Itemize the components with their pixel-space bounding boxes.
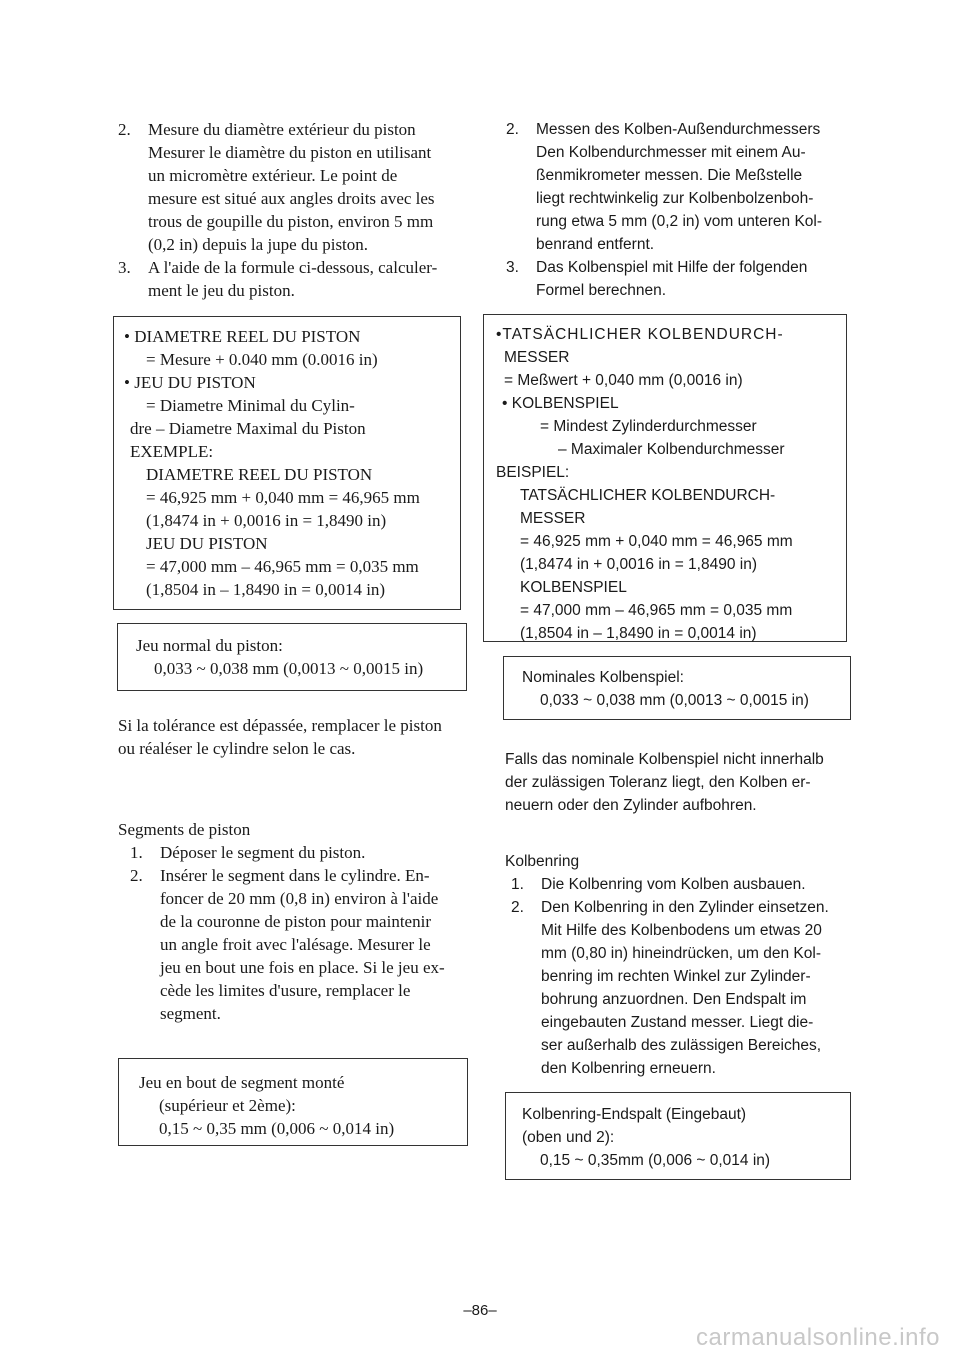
fr-ring-step-text: segment. — [160, 1004, 221, 1023]
fr-column — [118, 118, 463, 302]
de-tolerance-text — [505, 748, 855, 817]
page-number: –86– — [463, 1302, 497, 1319]
fr-ring-step-1 — [130, 841, 468, 864]
de-formula-line: BEISPIEL: — [496, 464, 570, 481]
fr-formula-line: (1,8504 in – 1,8490 in = 0,0014 in) — [146, 580, 386, 599]
de-ring-step-text: mm (0,80 in) hineindrücken, um den Kol- — [541, 945, 821, 962]
fr-clearance-box — [117, 623, 467, 691]
de-formula-line: = Meßwert + 0,040 mm (0,0016 in) — [504, 372, 743, 389]
de-formula-line: •TATSÄCHLICHER KOLBENDURCH- — [496, 326, 784, 343]
de-formula-line: = 47,000 mm – 46,965 mm = 0,035 mm — [520, 602, 793, 619]
de-ring-step-text: benring im rechten Winkel zur Zylinder- — [541, 968, 811, 985]
de-ring-gap-label: Kolbenring-Endspalt (Eingebaut) — [522, 1106, 747, 1123]
de-step-number: 3. — [506, 259, 519, 276]
de-step-title: Messen des Kolben-Außendurchmessers — [536, 121, 821, 138]
de-ring-step-text: Die Kolbenring vom Kolben ausbauen. — [541, 876, 806, 893]
fr-clearance-label: Jeu normal du piston: — [136, 636, 283, 655]
de-clearance-box — [503, 656, 851, 720]
de-step-number: 2. — [506, 121, 519, 138]
fr-step-number: 2. — [118, 120, 131, 139]
de-ring-gap-box — [505, 1092, 851, 1180]
de-formula-box — [483, 314, 847, 642]
de-formula-line: KOLBENSPIEL — [520, 579, 627, 596]
fr-formula-line: dre – Diametre Maximal du Piston — [130, 419, 366, 438]
fr-step-number: 3. — [118, 258, 131, 277]
fr-rings-section — [118, 818, 468, 1025]
fr-step-text: un micromètre extérieur. Le point de — [148, 166, 398, 185]
fr-step-3 — [118, 256, 463, 302]
de-tolerance-line: neuern oder den Zylinder aufbohren. — [505, 797, 757, 814]
de-ring-gap-label: (oben und 2): — [522, 1129, 615, 1146]
fr-formula-box — [113, 316, 461, 610]
fr-tolerance-line: Si la tolérance est dépassée, remplacer le piston — [118, 716, 442, 735]
de-step-text: ßenmikrometer messen. Die Meßstelle — [536, 167, 803, 184]
de-rings-heading: Kolbenring — [505, 853, 580, 870]
de-clearance-value: 0,033 ~ 0,038 mm (0,0013 ~ 0,0015 in) — [540, 692, 809, 709]
de-ring-step-text: Mit Hilfe des Kolbenbodens um etwas 20 — [541, 922, 822, 939]
de-formula-line: (1,8504 in – 1,8490 in = 0,0014 in) — [520, 625, 757, 642]
de-step-text: Den Kolbendurchmesser mit einem Au- — [536, 144, 806, 161]
de-formula-line: • KOLBENSPIEL — [502, 395, 619, 412]
fr-ring-gap-value: 0,15 ~ 0,35 mm (0,006 ~ 0,014 in) — [159, 1119, 395, 1138]
fr-ring-step-number: 2. — [130, 866, 143, 885]
de-tolerance-line: der zulässigen Toleranz liegt, den Kolben er- — [505, 774, 811, 791]
fr-step-text: (0,2 in) depuis la jupe du piston. — [148, 235, 369, 254]
de-ring-step-number: 2. — [511, 899, 524, 916]
de-step-text: rung etwa 5 mm (0,2 in) vom unteren Kol- — [536, 213, 823, 230]
fr-formula-line: = 47,000 mm – 46,965 mm = 0,035 mm — [146, 557, 419, 576]
de-ring-step-text: den Kolbenring erneuern. — [541, 1060, 716, 1077]
fr-ring-step-text: de la couronne de piston pour maintenir — [160, 912, 431, 931]
de-step-text: benrand entfernt. — [536, 236, 655, 253]
fr-ring-step-number: 1. — [130, 843, 143, 862]
fr-formula-line: DIAMETRE REEL DU PISTON — [146, 465, 373, 484]
de-step-3 — [506, 256, 856, 302]
fr-ring-gap-label: Jeu en bout de segment monté — [139, 1073, 345, 1092]
de-step-2 — [506, 118, 856, 256]
de-ring-step-text: Den Kolbenring in den Zylinder einsetzen. — [541, 899, 829, 916]
fr-step-text: A l'aide de la formule ci-dessous, calculer- — [148, 258, 438, 277]
de-formula-line: MESSER — [504, 349, 570, 366]
fr-formula-line: • JEU DU PISTON — [124, 373, 256, 392]
watermark: carmanualsonline.info — [696, 1324, 940, 1351]
fr-formula-line: (1,8474 in + 0,0016 in = 1,8490 in) — [146, 511, 387, 530]
de-step-text: liegt rechtwinkelig zur Kolbenbolzenboh- — [536, 190, 814, 207]
fr-ring-step-text: jeu en bout une fois en place. Si le jeu ex- — [160, 958, 445, 977]
de-ring-step-text: eingebauten Zustand messer. Liegt die- — [541, 1014, 814, 1031]
fr-formula-line: = 46,925 mm + 0,040 mm = 46,965 mm — [146, 488, 420, 507]
de-clearance-label: Nominales Kolbenspiel: — [522, 669, 684, 686]
fr-formula-line: = Mesure + 0.040 mm (0.0016 in) — [146, 350, 378, 369]
fr-rings-heading: Segments de piston — [118, 820, 251, 839]
fr-ring-step-text: cède les limites d'usure, remplacer le — [160, 981, 411, 1000]
fr-ring-step-2 — [130, 864, 468, 1025]
fr-step-text: Mesurer le diamètre du piston en utilisant — [148, 143, 432, 162]
de-ring-gap-value: 0,15 ~ 0,35mm (0,006 ~ 0,014 in) — [540, 1152, 771, 1169]
fr-step-2 — [118, 118, 463, 256]
de-formula-line: MESSER — [520, 510, 586, 527]
fr-ring-step-text: un angle froit avec l'alésage. Mesurer le — [160, 935, 431, 954]
fr-step-text: mesure est situé aux angles droits avec les — [148, 189, 435, 208]
fr-step-title: Mesure du diamètre extérieur du piston — [148, 120, 416, 139]
de-ring-step-text: bohrung anzuordnen. Den Endspalt im — [541, 991, 807, 1008]
fr-ring-gap-label: (supérieur et 2ème): — [159, 1096, 296, 1115]
de-column — [506, 118, 856, 302]
fr-formula-line: JEU DU PISTON — [146, 534, 268, 553]
de-rings-section — [505, 850, 855, 1080]
fr-ring-step-text: Insérer le segment dans le cylindre. En- — [160, 866, 430, 885]
fr-ring-step-text: Déposer le segment du piston. — [160, 843, 366, 862]
de-formula-line: = Mindest Zylinderdurchmesser — [540, 418, 757, 435]
fr-formula-line: EXEMPLE: — [130, 442, 214, 461]
de-ring-step-1 — [511, 873, 855, 896]
de-ring-step-2 — [511, 896, 855, 1080]
fr-tolerance-text — [118, 714, 468, 760]
fr-tolerance-line: ou réaléser le cylindre selon le cas. — [118, 739, 356, 758]
de-tolerance-line: Falls das nominale Kolbenspiel nicht innerhalb — [505, 751, 824, 768]
de-formula-line: – Maximaler Kolbendurchmesser — [558, 441, 785, 458]
de-formula-line: (1,8474 in + 0,0016 in = 1,8490 in) — [520, 556, 757, 573]
de-formula-line: = 46,925 mm + 0,040 mm = 46,965 mm — [520, 533, 793, 550]
fr-step-text: ment le jeu du piston. — [148, 281, 295, 300]
de-formula-line: TATSÄCHLICHER KOLBENDURCH- — [520, 487, 776, 504]
fr-ring-gap-box — [118, 1058, 468, 1146]
fr-clearance-value: 0,033 ~ 0,038 mm (0,0013 ~ 0,0015 in) — [154, 659, 424, 678]
fr-step-text: trous de goupille du piston, environ 5 mm — [148, 212, 434, 231]
fr-formula-line: = Diametre Minimal du Cylin- — [146, 396, 355, 415]
fr-ring-step-text: foncer de 20 mm (0,8 in) environ à l'aide — [160, 889, 439, 908]
fr-formula-line: • DIAMETRE REEL DU PISTON — [124, 327, 361, 346]
de-ring-step-text: ser außerhalb des zulässigen Bereiches, — [541, 1037, 822, 1054]
de-ring-step-number: 1. — [511, 876, 524, 893]
de-step-text: Das Kolbenspiel mit Hilfe der folgenden — [536, 259, 808, 276]
de-step-text: Formel berechnen. — [536, 282, 667, 299]
